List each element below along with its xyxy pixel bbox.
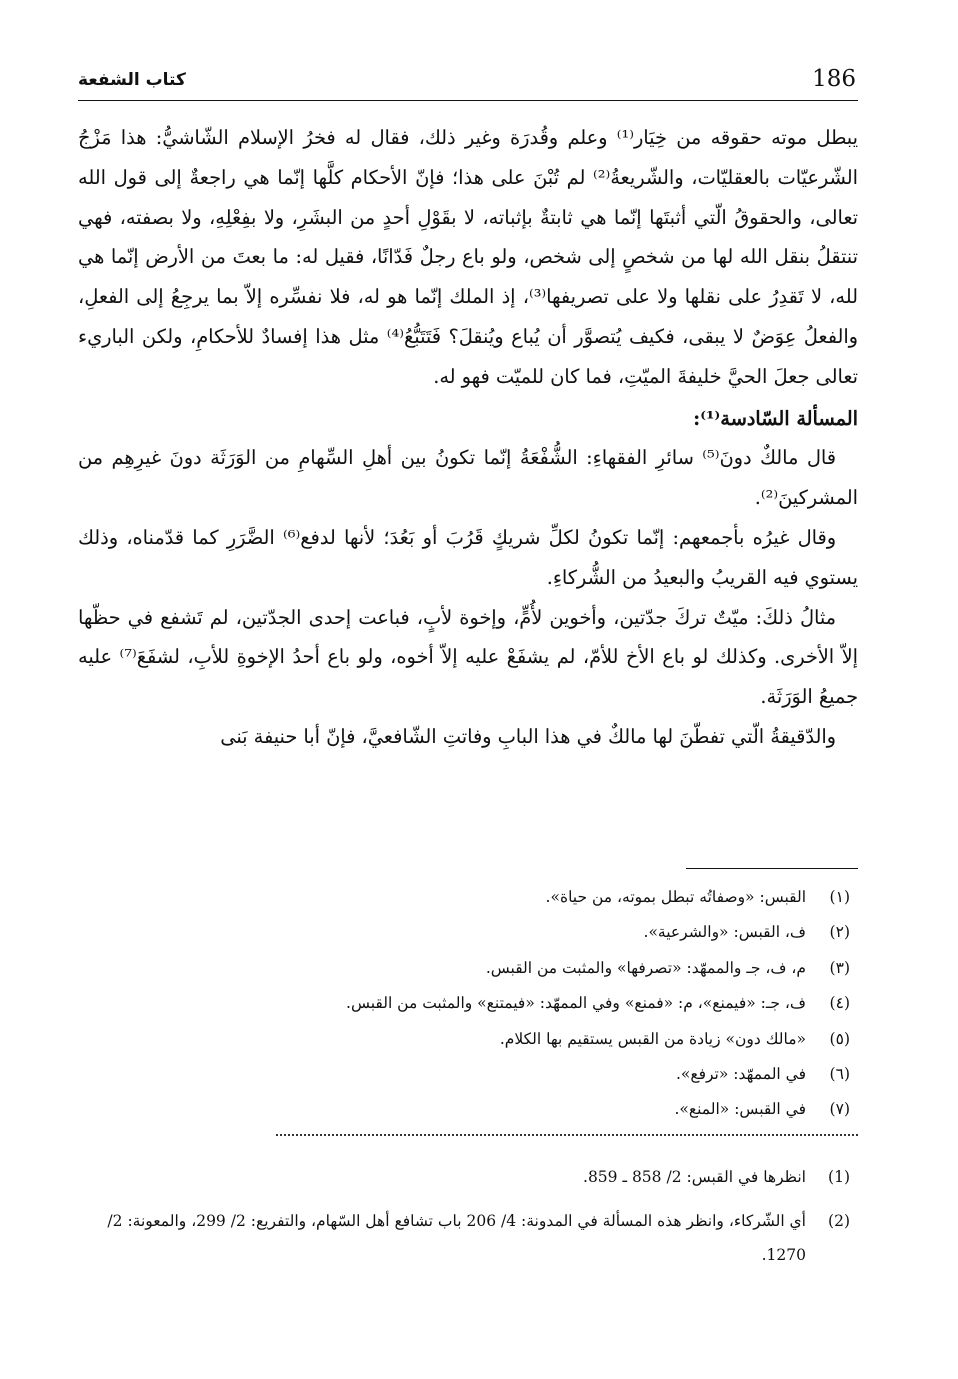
editor-note-item bbox=[78, 1204, 858, 1272]
main-text bbox=[78, 118, 858, 757]
book-title: كتاب الشفعة bbox=[78, 70, 186, 90]
footnote-divider bbox=[686, 868, 858, 869]
footnote-text: م، ف، جـ والممهّد: «تصرفها» والمثبت من القبس. bbox=[485, 958, 806, 977]
section-heading: المسألة السّادسة⁽¹⁾: bbox=[693, 406, 858, 430]
footnote-item bbox=[78, 880, 858, 915]
paragraph-4: مثالُ ذلكَ: ميّتٌ تركَ جدّتين، وأخوين لأُمٍّ، وإخوة لأبٍ، فباعت إحدى الجدّتين، لم تَشفع في حظّها إلاّ الأخرى. وكذلك لو باع الأخ للأمّ، لم يشفَعْ عليه إلاّ أخوه، ولو باع أحدُ الإخوةِ للأبِ، لشفَعَ⁽⁷⁾ عليه جميعُ الوَرَثَة. bbox=[78, 605, 858, 709]
dotted-divider bbox=[276, 1134, 858, 1136]
footnote-item bbox=[78, 1057, 858, 1092]
footnote-text: القبس: «وصفاتُه تبطل بموته، من حياة». bbox=[545, 888, 806, 906]
editor-note-number: (2) bbox=[828, 1212, 850, 1230]
footnote-text: في الممهّد: «ترفع». bbox=[675, 1064, 806, 1083]
footnote-number: (٢) bbox=[829, 923, 850, 942]
footnote-text: ف، جـ: «فيمنع»، م: «فمنع» وفي الممهّد: «فيمتنع» والمثبت من القبس. bbox=[346, 994, 806, 1013]
page-header bbox=[78, 66, 858, 101]
paragraph-5: والدّقيقةُ الّتي تفطّنَ لها مالكٌ في هذا البابِ وفاتتِ الشّافعيَّ، فإنّ أبا حنيفة بَنى bbox=[220, 724, 836, 748]
editor-notes bbox=[78, 1160, 858, 1282]
footnote-text: في القبس: «المنع». bbox=[674, 1100, 806, 1119]
page-number: 186 bbox=[812, 66, 856, 92]
editor-note-text: انظرها في القبس: 2/ 858 ـ 859. bbox=[583, 1168, 806, 1186]
footnote-number: (١) bbox=[829, 888, 850, 906]
footnote-number: (٧) bbox=[829, 1100, 850, 1119]
footnote-item bbox=[78, 1092, 858, 1127]
footnote-item bbox=[78, 986, 858, 1021]
footnote-number: (٤) bbox=[829, 994, 850, 1013]
footnote-item bbox=[78, 1022, 858, 1057]
footnote-item bbox=[78, 915, 858, 950]
paragraph-1: يبطل موته حقوقه من خِيَار⁽¹⁾ وعلم وقُدرَة وغير ذلك، فقال له فخرُ الإسلام الشّاشيُّ: هذا مَزْجُ الشّرعيّات بالعقليّات، والشّريعةُ⁽²⁾ لم تُبْنَ على هذا؛ فإنّ الأحكام كلَّها إنّما هي راجعةٌ إلى قول الله تعالى، والحقوقُ الّتي أثبتَها إنّما هي ثابتةٌ بإثباته، لا بقَوْلِ أحدٍ من البشَرِ، ولا بفِعْلِهِ، ولا بصفته، فهي تنتقلُ بنقل الله لها من شخصٍ إلى شخص، ولو باع رجلٌ فَدّانًا، فقيل له: ما بعتَ من الأرض إنّما هي لله، لا تَقدِرُ على نقلها ولا على تصريفها⁽³⁾، إذ الملك إنّما هو له، فلا نفسِّره إلاّ بما يرجِعُ إلى الفعلِ، والفعلُ عِوَضٌ لا يبقى، فكيف يُتصوَّر أن يُباع ويُنقلَ؟ فَتَتَبُّعُ⁽⁴⁾ مثل هذا إفسادٌ للأحكامِ، ولكن الباريء تعالى جعلَ الحيَّ خليفةَ الميّتِ، فما كان للميّت فهو له. bbox=[78, 126, 858, 388]
footnote-number: (٥) bbox=[829, 1029, 850, 1048]
footnote-number: (٣) bbox=[829, 958, 850, 977]
footnote-item bbox=[78, 951, 858, 986]
paragraph-2: قال مالكٌ دونَ⁽⁵⁾ سائرِ الفقهاءِ: الشُّفْعَةُ إنّما تكونُ بين أهلِ السِّهامِ من الوَرَثَة دونَ غيرِهِم من المشركينَ⁽²⁾. bbox=[78, 446, 858, 510]
editor-note-text: أي الشّركاء، وانظر هذه المسألة في المدونة: 4/ 206 باب تشافع أهل السّهام، والتفريع: 2/ 299، والمعونة: 2/ 1270. bbox=[107, 1212, 806, 1264]
footnote-text: ف، القبس: «والشرعية». bbox=[643, 923, 806, 942]
footnotes bbox=[78, 880, 858, 1128]
editor-note-item bbox=[78, 1160, 858, 1194]
paragraph-3: وقال غيرُه بأجمعهم: إنّما تكونُ لكلِّ شريكٍ قَرُبَ أو بَعُدَ؛ لأنها لدفع⁽⁶⁾ الضَّرَرِ كما قدّمناه، وذلك يستوي فيه القريبُ والبعيدُ من الشُّركاءِ. bbox=[78, 525, 858, 589]
editor-note-number: (1) bbox=[828, 1168, 850, 1186]
footnote-text: «مالك دون» زيادة من القبس يستقيم بها الكلام. bbox=[499, 1029, 806, 1048]
footnote-number: (٦) bbox=[829, 1064, 850, 1083]
